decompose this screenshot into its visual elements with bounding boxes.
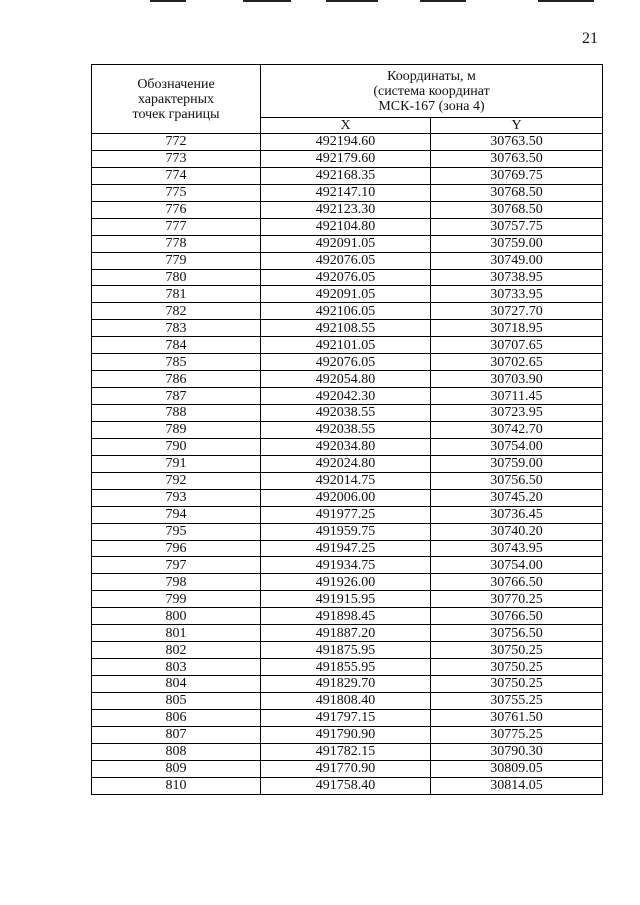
y-coordinate-cell: 30750.25 xyxy=(431,676,603,693)
table-row xyxy=(92,540,603,557)
y-coordinate-cell: 30743.95 xyxy=(431,540,603,557)
x-coordinate-cell: 491790.90 xyxy=(261,726,431,743)
table-row xyxy=(92,303,603,320)
point-id-cell: 783 xyxy=(92,320,261,337)
y-coordinate-cell: 30759.00 xyxy=(431,235,603,252)
x-coordinate-cell: 491887.20 xyxy=(261,625,431,642)
coordinates-header xyxy=(261,65,603,118)
point-id-cell: 794 xyxy=(92,506,261,523)
y-coordinate-cell: 30718.95 xyxy=(431,320,603,337)
y-coordinate-cell: 30727.70 xyxy=(431,303,603,320)
y-coordinate-cell: 30768.50 xyxy=(431,201,603,218)
point-id-cell: 776 xyxy=(92,201,261,218)
x-coordinate-cell: 492179.60 xyxy=(261,150,431,167)
header-line: (система координат xyxy=(373,83,490,99)
point-id-cell: 802 xyxy=(92,642,261,659)
point-id-cell: 795 xyxy=(92,523,261,540)
table-row xyxy=(92,438,603,455)
point-id-cell: 796 xyxy=(92,540,261,557)
point-id-cell: 788 xyxy=(92,405,261,422)
y-coordinate-cell: 30742.70 xyxy=(431,421,603,438)
top-scan-mark xyxy=(150,0,186,2)
table-row xyxy=(92,286,603,303)
point-id-cell: 800 xyxy=(92,608,261,625)
x-coordinate-cell: 491808.40 xyxy=(261,692,431,709)
point-id-cell: 808 xyxy=(92,743,261,760)
point-id-cell: 781 xyxy=(92,286,261,303)
x-coordinate-cell: 491829.70 xyxy=(261,676,431,693)
y-coordinate-cell: 30770.25 xyxy=(431,591,603,608)
point-id-cell: 797 xyxy=(92,557,261,574)
x-coordinate-cell: 492147.10 xyxy=(261,184,431,201)
y-coordinate-cell: 30756.50 xyxy=(431,625,603,642)
x-column-header: X xyxy=(261,118,431,134)
x-coordinate-cell: 492091.05 xyxy=(261,286,431,303)
page-number: 21 xyxy=(582,30,598,47)
point-id-cell: 773 xyxy=(92,150,261,167)
y-coordinate-cell: 30814.05 xyxy=(431,777,603,794)
point-label-header xyxy=(92,65,261,134)
x-coordinate-cell: 492038.55 xyxy=(261,405,431,422)
x-coordinate-cell: 491875.95 xyxy=(261,642,431,659)
y-coordinate-cell: 30745.20 xyxy=(431,489,603,506)
table-row xyxy=(92,184,603,201)
header-line: точек границы xyxy=(132,106,220,122)
header-line: МСК-167 (зона 4) xyxy=(378,98,485,114)
y-coordinate-cell: 30763.50 xyxy=(431,150,603,167)
y-coordinate-cell: 30761.50 xyxy=(431,709,603,726)
point-id-cell: 792 xyxy=(92,472,261,489)
table-row xyxy=(92,150,603,167)
y-coordinate-cell: 30775.25 xyxy=(431,726,603,743)
table-row xyxy=(92,167,603,184)
x-coordinate-cell: 492042.30 xyxy=(261,388,431,405)
table-row xyxy=(92,489,603,506)
header-line: Обозначение xyxy=(137,76,215,92)
x-coordinate-cell: 492108.55 xyxy=(261,320,431,337)
table-row xyxy=(92,506,603,523)
point-id-cell: 772 xyxy=(92,134,261,151)
point-id-cell: 791 xyxy=(92,455,261,472)
table-row xyxy=(92,235,603,252)
y-coordinate-cell: 30736.45 xyxy=(431,506,603,523)
y-coordinate-cell: 30768.50 xyxy=(431,184,603,201)
table-row xyxy=(92,455,603,472)
table-row xyxy=(92,252,603,269)
header-line: характерных xyxy=(137,91,215,107)
y-coordinate-cell: 30723.95 xyxy=(431,405,603,422)
y-coordinate-cell: 30755.25 xyxy=(431,692,603,709)
y-coordinate-cell: 30766.50 xyxy=(431,608,603,625)
table-row xyxy=(92,659,603,676)
y-coordinate-cell: 30702.65 xyxy=(431,354,603,371)
table-row xyxy=(92,337,603,354)
x-coordinate-cell: 491977.25 xyxy=(261,506,431,523)
point-id-cell: 793 xyxy=(92,489,261,506)
x-coordinate-cell: 491947.25 xyxy=(261,540,431,557)
y-coordinate-cell: 30759.00 xyxy=(431,455,603,472)
table-row xyxy=(92,371,603,388)
y-coordinate-cell: 30733.95 xyxy=(431,286,603,303)
y-coordinate-cell: 30707.65 xyxy=(431,337,603,354)
table-row xyxy=(92,692,603,709)
y-coordinate-cell: 30763.50 xyxy=(431,134,603,151)
x-coordinate-cell: 491758.40 xyxy=(261,777,431,794)
point-id-cell: 778 xyxy=(92,235,261,252)
top-scan-mark xyxy=(538,0,594,2)
x-coordinate-cell: 492194.60 xyxy=(261,134,431,151)
table-row xyxy=(92,201,603,218)
point-id-cell: 790 xyxy=(92,438,261,455)
y-coordinate-cell: 30749.00 xyxy=(431,252,603,269)
y-coordinate-cell: 30809.05 xyxy=(431,760,603,777)
x-coordinate-cell: 492168.35 xyxy=(261,167,431,184)
x-coordinate-cell: 491770.90 xyxy=(261,760,431,777)
x-coordinate-cell: 492101.05 xyxy=(261,337,431,354)
table-row xyxy=(92,591,603,608)
header-line: Координаты, м xyxy=(387,68,476,84)
point-id-cell: 805 xyxy=(92,692,261,709)
table-row xyxy=(92,218,603,235)
table-row xyxy=(92,608,603,625)
x-coordinate-cell: 492076.05 xyxy=(261,354,431,371)
top-scan-mark xyxy=(326,0,378,2)
table-row xyxy=(92,557,603,574)
y-coordinate-cell: 30769.75 xyxy=(431,167,603,184)
x-coordinate-cell: 492038.55 xyxy=(261,421,431,438)
x-coordinate-cell: 492014.75 xyxy=(261,472,431,489)
y-coordinate-cell: 30703.90 xyxy=(431,371,603,388)
y-coordinate-cell: 30790.30 xyxy=(431,743,603,760)
point-id-cell: 804 xyxy=(92,676,261,693)
x-coordinate-cell: 492024.80 xyxy=(261,455,431,472)
table-row xyxy=(92,642,603,659)
x-coordinate-cell: 491782.15 xyxy=(261,743,431,760)
point-id-cell: 798 xyxy=(92,574,261,591)
point-id-cell: 810 xyxy=(92,777,261,794)
point-id-cell: 799 xyxy=(92,591,261,608)
x-coordinate-cell: 492076.05 xyxy=(261,252,431,269)
table-row xyxy=(92,709,603,726)
x-coordinate-cell: 491934.75 xyxy=(261,557,431,574)
x-coordinate-cell: 492054.80 xyxy=(261,371,431,388)
y-coordinate-cell: 30766.50 xyxy=(431,574,603,591)
y-coordinate-cell: 30754.00 xyxy=(431,557,603,574)
y-coordinate-cell: 30750.25 xyxy=(431,659,603,676)
x-coordinate-cell: 492076.05 xyxy=(261,269,431,286)
point-id-cell: 775 xyxy=(92,184,261,201)
y-coordinate-cell: 30754.00 xyxy=(431,438,603,455)
point-id-cell: 806 xyxy=(92,709,261,726)
y-coordinate-cell: 30750.25 xyxy=(431,642,603,659)
table-row xyxy=(92,777,603,794)
table-row xyxy=(92,388,603,405)
table-row xyxy=(92,676,603,693)
x-coordinate-cell: 491926.00 xyxy=(261,574,431,591)
coordinates-table xyxy=(91,64,603,795)
point-id-cell: 777 xyxy=(92,218,261,235)
point-id-cell: 784 xyxy=(92,337,261,354)
table-row xyxy=(92,320,603,337)
point-id-cell: 774 xyxy=(92,167,261,184)
table-row xyxy=(92,472,603,489)
table-row xyxy=(92,405,603,422)
point-id-cell: 785 xyxy=(92,354,261,371)
table-row xyxy=(92,421,603,438)
x-coordinate-cell: 492104.80 xyxy=(261,218,431,235)
point-id-cell: 807 xyxy=(92,726,261,743)
y-coordinate-cell: 30738.95 xyxy=(431,269,603,286)
top-scan-mark xyxy=(243,0,291,2)
point-id-cell: 809 xyxy=(92,760,261,777)
point-id-cell: 789 xyxy=(92,421,261,438)
point-id-cell: 779 xyxy=(92,252,261,269)
point-id-cell: 782 xyxy=(92,303,261,320)
x-coordinate-cell: 492123.30 xyxy=(261,201,431,218)
y-coordinate-cell: 30756.50 xyxy=(431,472,603,489)
top-scan-mark xyxy=(420,0,466,2)
x-coordinate-cell: 492006.00 xyxy=(261,489,431,506)
point-id-cell: 801 xyxy=(92,625,261,642)
x-coordinate-cell: 491915.95 xyxy=(261,591,431,608)
x-coordinate-cell: 491959.75 xyxy=(261,523,431,540)
table-row xyxy=(92,354,603,371)
point-id-cell: 780 xyxy=(92,269,261,286)
table-row xyxy=(92,625,603,642)
table-row xyxy=(92,726,603,743)
y-coordinate-cell: 30740.20 xyxy=(431,523,603,540)
point-id-cell: 803 xyxy=(92,659,261,676)
table-row xyxy=(92,760,603,777)
y-coordinate-cell: 30757.75 xyxy=(431,218,603,235)
table-body xyxy=(92,134,603,795)
table-row xyxy=(92,269,603,286)
table-row xyxy=(92,743,603,760)
x-coordinate-cell: 491855.95 xyxy=(261,659,431,676)
table-row xyxy=(92,134,603,151)
table-row xyxy=(92,523,603,540)
y-coordinate-cell: 30711.45 xyxy=(431,388,603,405)
x-coordinate-cell: 491797.15 xyxy=(261,709,431,726)
point-id-cell: 786 xyxy=(92,371,261,388)
x-coordinate-cell: 492091.05 xyxy=(261,235,431,252)
x-coordinate-cell: 492106.05 xyxy=(261,303,431,320)
table-row xyxy=(92,574,603,591)
y-column-header: Y xyxy=(431,118,603,134)
point-id-cell: 787 xyxy=(92,388,261,405)
x-coordinate-cell: 492034.80 xyxy=(261,438,431,455)
x-coordinate-cell: 491898.45 xyxy=(261,608,431,625)
